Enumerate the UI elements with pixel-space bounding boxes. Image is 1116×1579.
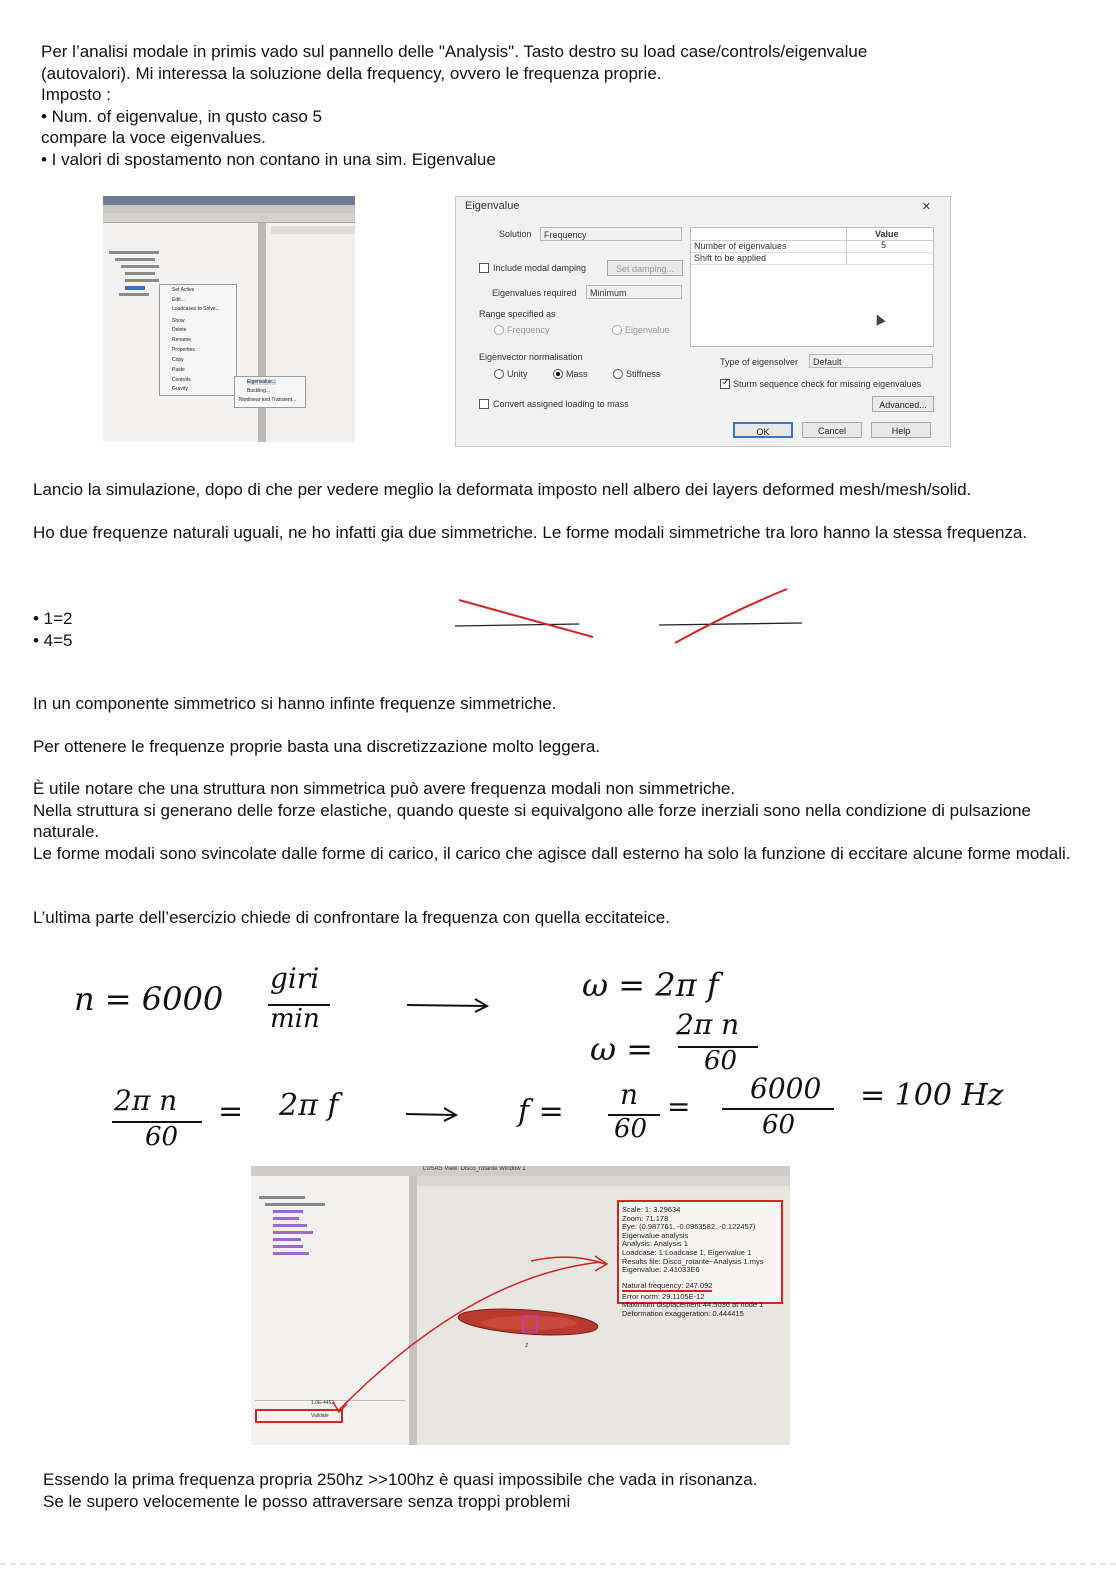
formula-min: min (270, 1004, 320, 1034)
eigenvalue-dialog (455, 196, 951, 447)
dialog-title: Eigenvalue (465, 200, 520, 212)
solution-label: Solution (499, 229, 532, 239)
result-screenshot (251, 1166, 790, 1445)
ok-button[interactable]: OK (733, 422, 793, 438)
arrow-icon (404, 1104, 460, 1124)
info-line: Deformation exaggeration: 0.444415 (622, 1308, 744, 1318)
formula-omega2: ω = (590, 1030, 654, 1068)
norm-stiffness-radio[interactable] (613, 369, 623, 379)
menu-item[interactable]: Properties (172, 347, 195, 353)
table-row-name: Shift to be applied (694, 253, 767, 263)
menu-item[interactable]: Gravity (172, 386, 188, 392)
formula-60-b: 60 (145, 1122, 179, 1152)
formula-60: 60 (704, 1046, 738, 1076)
table-row-name: Number of eigenvalues (694, 241, 787, 251)
intro-line: Imposto : (41, 85, 111, 104)
footer-divider (0, 1563, 1116, 1565)
screenshot-tree-context-menu (103, 196, 355, 442)
range-eigenvalue-radio[interactable] (612, 325, 622, 335)
paragraph: L’ultima parte dell’esercizio chiede di confrontare la frequenza con quella eccitateice. (33, 908, 670, 927)
paragraph: Le forme modali sono svincolate dalle forme di carico, il carico che agisce dall esterno ha solo la funzione di eccitare alcune forme modali. (33, 843, 1071, 863)
bullet-item: • 4=5 (33, 630, 73, 650)
formula-60-c: 60 (614, 1114, 648, 1144)
norm-unity-label: Unity (507, 369, 528, 379)
eigensolver-label: Type of eigensolver (720, 357, 799, 367)
eigenvalues-required-label: Eigenvalues required (492, 288, 577, 298)
arrow-icon (405, 996, 491, 1016)
include-modal-damping-label: Include modal damping (493, 263, 587, 273)
sketch-cross (675, 589, 787, 643)
intro-line: • I valori di spostamento non contano in una sim. Eigenvalue (41, 149, 496, 169)
submenu-item[interactable]: Nonlinear and Transient... (239, 397, 297, 403)
paragraph: È utile notare che una struttura non simmetrica può avere frequenza modali non simmetriche. (33, 779, 736, 798)
menu-item[interactable]: Loadcases to Solve... (172, 306, 220, 312)
body-text-2 (33, 522, 1068, 544)
formula-eq-2: = (667, 1090, 691, 1123)
conclusion-line: Se le supero velocemente le posso attraversare senza troppi problemi (43, 1491, 571, 1511)
paragraph: Lancio la simulazione, dopo di che per vedere meglio la deformata imposto nell albero dei layers deformed mesh/mesh/solid. (33, 480, 972, 499)
convert-loading-checkbox[interactable] (479, 399, 489, 409)
intro-line: • Num. of eigenvalue, in qusto caso 5 (41, 106, 322, 126)
close-icon[interactable]: × (922, 198, 931, 215)
formula-eq: = (218, 1094, 244, 1129)
formula-f: f = (518, 1094, 564, 1129)
parameter-table (690, 227, 934, 347)
menu-item[interactable]: Set Active (172, 287, 195, 293)
formula-n: n = 6000 (74, 980, 224, 1018)
info-line: Eye: (0.987761, -0.0963582, -0.122457) (622, 1222, 756, 1232)
result-window-title: LUSAS View: Disco_rotante Window 1 (423, 1166, 526, 1172)
axis-label-z: z (525, 1342, 529, 1349)
body-text-3 (33, 693, 556, 715)
norm-mass-radio[interactable] (553, 369, 563, 379)
intro-line: Per l’analisi modale in primis vado sul pannello delle "Analysis". Tasto destro su load case/controls/eigenvalue (41, 42, 868, 61)
formula-60-d: 60 (762, 1110, 796, 1140)
formula-2pin: 2π n (676, 1008, 740, 1041)
menu-item[interactable]: Rename (172, 337, 191, 343)
paragraph: Ho due frequenze naturali uguali, ne ho infatti gia due simmetriche. Le forme modali simmetriche tra loro hanno la stessa frequenza. (33, 523, 1028, 542)
left-field[interactable]: 1.0E-4452 (311, 1400, 335, 1406)
advanced-button[interactable]: Advanced... (872, 396, 934, 412)
info-line: Analysis: Analysis 1 (622, 1239, 688, 1249)
intro-paragraph (41, 41, 867, 170)
formula-100hz: = 100 Hz (860, 1078, 1004, 1113)
sketch-line (455, 624, 579, 626)
menu-item[interactable]: Controls (172, 377, 191, 383)
body-text-4 (33, 736, 600, 758)
range-eigenvalue-label: Eigenvalue (625, 325, 670, 335)
info-line-natural-frequency: Natural frequency: 247.092 (622, 1282, 712, 1293)
info-line: Eigenvalue analysis (622, 1230, 689, 1240)
sketch-cross (459, 600, 593, 637)
table-row-value[interactable]: 5 (881, 240, 887, 250)
info-line: Scale: 1: 3.29634 (622, 1205, 681, 1214)
menu-item[interactable]: Paste (172, 367, 185, 373)
intro-line: compare la voce eigenvalues. (41, 128, 266, 147)
sketch-line (659, 623, 802, 625)
conclusion-paragraph (43, 1469, 757, 1512)
set-damping-button[interactable]: Set damping... (607, 260, 683, 276)
formula-2pin-b: 2π n (114, 1084, 178, 1117)
conclusion-line: Essendo la prima frequenza propria 250hz >>100hz è quasi impossibile che vada in risonanza. (43, 1470, 758, 1489)
include-modal-damping-checkbox[interactable] (479, 263, 489, 273)
formula-n-b: n (620, 1078, 639, 1111)
range-frequency-radio[interactable] (494, 325, 504, 335)
info-line: Loadcase: 1:Loadcase 1, Eigenvalue 1 (622, 1247, 752, 1257)
body-text-5 (33, 778, 1073, 864)
help-button[interactable]: Help (871, 422, 931, 438)
cancel-button[interactable]: Cancel (802, 422, 862, 438)
range-label: Range specified as (479, 309, 556, 319)
info-line: Eigenvalue: 2.41033E6 (622, 1265, 700, 1275)
norm-unity-radio[interactable] (494, 369, 504, 379)
paragraph: Nella struttura si generano delle forze elastiche, quando queste si equivalgono alle forze inerziali sono nella condizione di pulsazione naturale. (33, 800, 1031, 841)
left-button[interactable]: Validate (311, 1413, 329, 1419)
formula-6000: 6000 (750, 1072, 822, 1105)
menu-item[interactable]: Delete (172, 327, 187, 333)
convert-loading-label: Convert assigned loading to mass (493, 399, 629, 409)
table-header-value: Value (875, 229, 899, 239)
formula-omega1: ω = 2π f (582, 966, 719, 1004)
formula-giri: giri (270, 962, 320, 995)
menu-item[interactable]: Show (172, 318, 185, 324)
context-menu (159, 284, 237, 396)
body-text-6 (33, 907, 670, 929)
submenu-item[interactable]: Eigenvalue... (247, 379, 276, 385)
crossed-lines-sketch (445, 580, 815, 650)
menu-item[interactable]: Edit... (172, 297, 185, 303)
bullet-list (33, 608, 73, 651)
body-text-1 (33, 479, 971, 501)
sturm-check-label: Sturm sequence check for missing eigenvalues (733, 379, 922, 389)
eigenvalues-required-select[interactable]: Minimum (586, 285, 682, 299)
menu-item[interactable]: Copy (172, 357, 184, 363)
formula-2pif: 2π f (279, 1088, 339, 1123)
norm-mass-label: Mass (566, 369, 588, 379)
submenu (234, 376, 306, 408)
info-line: Error norm: 29.1105E-12 (622, 1291, 705, 1301)
submenu-item[interactable]: Buckling... (247, 388, 271, 394)
range-frequency-label: Frequency (507, 325, 550, 335)
paragraph: In un componente simmetrico si hanno infinte frequenze simmetriche. (33, 694, 557, 713)
paragraph: Per ottenere le frequenze proprie basta una discretizzazione molto leggera. (33, 737, 601, 756)
info-line: Maximum displacement 44.5036 at node 1 (622, 1300, 764, 1310)
eigensolver-select[interactable]: Default (809, 354, 933, 368)
normalisation-label: Eigenvector normalisation (479, 352, 583, 362)
norm-stiffness-label: Stiffness (626, 369, 661, 379)
sturm-check-checkbox[interactable]: ✓ (722, 377, 730, 387)
info-line: Results file: Disco_rotante~Analysis 1.mys (622, 1256, 764, 1266)
bullet-item: • 1=2 (33, 609, 73, 628)
solution-select[interactable]: Frequency (540, 227, 682, 241)
intro-line: (autovalori). Mi interessa la soluzione della frequency, ovvero le frequenza proprie. (41, 63, 662, 83)
deformed-disc-mesh (251, 1166, 790, 1445)
info-line: Zoom: 71.178 (622, 1213, 669, 1223)
